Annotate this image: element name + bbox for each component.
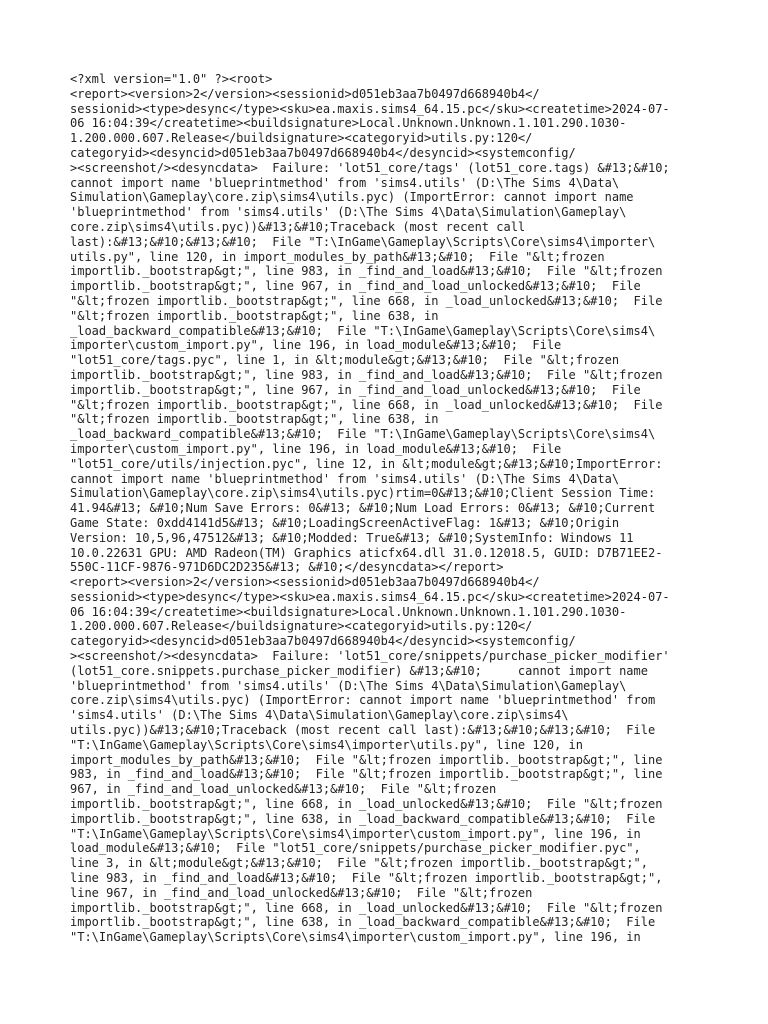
log-line: <?xml version="1.0" ?><root>	[70, 72, 273, 86]
log-line: 'sims4.utils' (D:\The Sims 4\Data\Simulation\Gameplay\core.zip\sims4\	[70, 708, 569, 723]
log-line: importer\custom_import.py", line 196, in load_module&#13;&#10; File	[70, 338, 562, 353]
log-line: sessionid><type>desync</type><sku>ea.maxis.sims4_64.15.pc</sku><createtime>2024-07-	[70, 101, 670, 116]
log-line: ><screenshot/><desyncdata> Failure: 'lot51_core/tags' (lot51_core.tags) &#13;&#10;	[70, 160, 670, 175]
log-line: "T:\InGame\Gameplay\Scripts\Core\sims4\importer\custom_import.py", line 196, in	[70, 826, 641, 841]
log-line: categoryid><desyncid>d051eb3aa7b0497d668940b4</desyncid><systemconfig/	[70, 634, 576, 649]
log-line: importlib._bootstrap&gt;", line 983, in _find_and_load&#13;&#10; File "&lt;frozen	[70, 264, 663, 279]
log-line: line 983, in _find_and_load&#13;&#10; File "&lt;frozen importlib._bootstrap&gt;",	[70, 871, 663, 886]
log-line: importlib._bootstrap&gt;", line 967, in _find_and_load_unlocked&#13;&#10; File	[70, 279, 641, 294]
log-line: line 967, in _find_and_load_unlocked&#13;&#10; File "&lt;frozen	[70, 885, 533, 900]
log-line: 550C-11CF-9876-971D6DC2D235&#13; &#10;</desyncdata></report>	[70, 560, 504, 575]
log-line: "&lt;frozen importlib._bootstrap&gt;", line 668, in _load_unlocked&#13;&#10; File	[70, 293, 663, 308]
log-line: line 3, in &lt;module&gt;&#13;&#10; File "&lt;frozen importlib._bootstrap&gt;",	[70, 856, 648, 871]
log-line: "T:\InGame\Gameplay\Scripts\Core\sims4\importer\custom_import.py", line 196, in	[70, 930, 641, 945]
log-line: core.zip\sims4\utils.pyc) (ImportError: cannot import name 'blueprintmethod' from	[70, 693, 656, 708]
log-line: importlib._bootstrap&gt;", line 983, in _find_and_load&#13;&#10; File "&lt;frozen	[70, 367, 663, 382]
log-line: importlib._bootstrap&gt;", line 668, in _load_unlocked&#13;&#10; File "&lt;frozen	[70, 797, 663, 812]
log-line: last):&#13;&#10;&#13;&#10; File "T:\InGame\Gameplay\Scripts\Core\sims4\importer\	[70, 234, 656, 249]
log-line: 1.200.000.607.Release</buildsignature><categoryid>utils.py:120</	[70, 619, 533, 634]
log-line: 06 16:04:39</createtime><buildsignature>Local.Unknown.Unknown.1.101.290.1030-	[70, 116, 627, 131]
log-line: 41.94&#13; &#10;Num Save Errors: 0&#13; &#10;Num Load Errors: 0&#13; &#10;Current	[70, 501, 656, 516]
log-line: "&lt;frozen importlib._bootstrap&gt;", line 638, in	[70, 308, 439, 323]
log-line: 1.200.000.607.Release</buildsignature><categoryid>utils.py:120</	[70, 131, 533, 146]
log-line: categoryid><desyncid>d051eb3aa7b0497d668940b4</desyncid><systemconfig/	[70, 145, 576, 160]
log-line: _load_backward_compatible&#13;&#10; File "T:\InGame\Gameplay\Scripts\Core\sims4\	[70, 323, 656, 338]
log-line: utils.pyc))&#13;&#10;Traceback (most recent call last):&#13;&#10;&#13;&#10; File	[70, 723, 656, 738]
log-line: Game State: 0xdd4141d5&#13; &#10;LoadingScreenActiveFlag: 1&#13; &#10;Origin	[70, 515, 620, 530]
log-line: 'blueprintmethod' from 'sims4.utils' (D:\The Sims 4\Data\Simulation\Gameplay\	[70, 678, 627, 693]
log-line: import_modules_by_path&#13;&#10; File "&lt;frozen importlib._bootstrap&gt;", line	[70, 752, 663, 767]
log-line: "T:\InGame\Gameplay\Scripts\Core\sims4\importer\utils.py", line 120, in	[70, 737, 583, 752]
log-line: "&lt;frozen importlib._bootstrap&gt;", line 668, in _load_unlocked&#13;&#10; File	[70, 397, 663, 412]
log-line: sessionid><type>desync</type><sku>ea.maxis.sims4_64.15.pc</sku><createtime>2024-07-	[70, 589, 670, 604]
log-line: importlib._bootstrap&gt;", line 638, in _load_backward_compatible&#13;&#10; File	[70, 915, 656, 930]
log-line: Version: 10,5,96,47512&#13; &#10;Modded: True&#13; &#10;SystemInfo: Windows 11	[70, 530, 634, 545]
log-line: 'blueprintmethod' from 'sims4.utils' (D:\The Sims 4\Data\Simulation\Gameplay\	[70, 205, 627, 220]
log-line: cannot import name 'blueprintmethod' from 'sims4.utils' (D:\The Sims 4\Data\	[70, 175, 620, 190]
log-line: <report><version>2</version><sessionid>d051eb3aa7b0497d668940b4</	[70, 575, 540, 590]
log-line: importer\custom_import.py", line 196, in load_module&#13;&#10; File	[70, 441, 562, 456]
log-line: "lot51_core/utils/injection.pyc", line 12, in &lt;module&gt;&#13;&#10;ImportError:	[70, 456, 663, 471]
log-line: 10.0.22631 GPU: AMD Radeon(TM) Graphics aticfx64.dll 31.0.12018.5, GUID: D7B71EE2-	[70, 545, 663, 560]
log-line: _load_backward_compatible&#13;&#10; File "T:\InGame\Gameplay\Scripts\Core\sims4\	[70, 427, 656, 442]
log-line: importlib._bootstrap&gt;", line 967, in _find_and_load_unlocked&#13;&#10; File	[70, 382, 641, 397]
log-line: <report><version>2</version><sessionid>d051eb3aa7b0497d668940b4</	[70, 86, 540, 101]
log-line: "&lt;frozen importlib._bootstrap&gt;", line 638, in	[70, 412, 439, 427]
log-line: ><screenshot/><desyncdata> Failure: 'lot51_core/snippets/purchase_picker_modifier'	[70, 649, 670, 664]
log-line: 967, in _find_and_load_unlocked&#13;&#10; File "&lt;frozen	[70, 782, 497, 797]
log-line: load_module&#13;&#10; File "lot51_core/snippets/purchase_picker_modifier.pyc",	[70, 841, 641, 856]
log-line: utils.py", line 120, in import_modules_by_path&#13;&#10; File "&lt;frozen	[70, 249, 605, 264]
log-line: importlib._bootstrap&gt;", line 668, in _load_unlocked&#13;&#10; File "&lt;frozen	[70, 900, 663, 915]
log-line: cannot import name 'blueprintmethod' from 'sims4.utils' (D:\The Sims 4\Data\	[70, 471, 620, 486]
log-line: importlib._bootstrap&gt;", line 638, in _load_backward_compatible&#13;&#10; File	[70, 811, 656, 826]
log-line: 06 16:04:39</createtime><buildsignature>Local.Unknown.Unknown.1.101.290.1030-	[70, 604, 627, 619]
log-line: core.zip\sims4\utils.pyc))&#13;&#10;Traceback (most recent call	[70, 219, 526, 234]
crash-log-text	[70, 72, 710, 945]
log-line: Simulation\Gameplay\core.zip\sims4\utils.pyc)rtim=0&#13;&#10;Client Session Time:	[70, 486, 656, 501]
log-line: 983, in _find_and_load&#13;&#10; File "&lt;frozen importlib._bootstrap&gt;", line	[70, 767, 663, 782]
log-line: Simulation\Gameplay\core.zip\sims4\utils.pyc) (ImportError: cannot import name	[70, 190, 634, 205]
log-line: "lot51_core/tags.pyc", line 1, in &lt;module&gt;&#13;&#10; File "&lt;frozen	[70, 353, 620, 368]
log-line: (lot51_core.snippets.purchase_picker_modifier) &#13;&#10; cannot import name	[70, 663, 648, 678]
